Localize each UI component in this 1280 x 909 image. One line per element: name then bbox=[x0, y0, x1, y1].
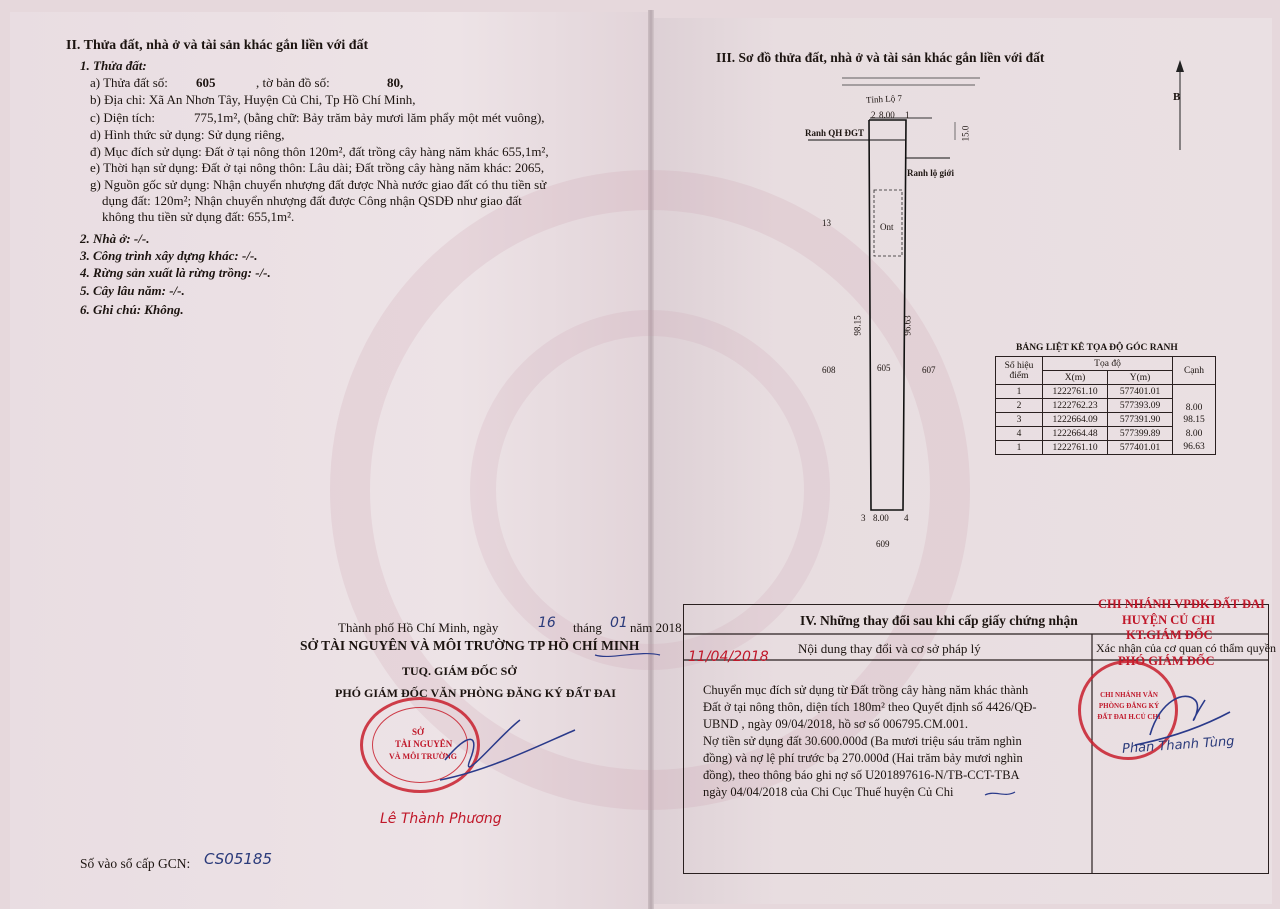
cell-y: 577393.09 bbox=[1108, 399, 1173, 413]
agency-name: SỞ TÀI NGUYÊN VÀ MÔI TRƯỜNG TP HỒ CHÍ MINH bbox=[300, 638, 640, 653]
road-label: Tỉnh Lộ 7 bbox=[865, 93, 903, 105]
signer2-name: Phan Thanh Tùng bbox=[1121, 734, 1235, 757]
date-prefix: Thành phố Hồ Chí Minh, ngày bbox=[338, 620, 499, 635]
corner-2-top: 2 bbox=[871, 110, 876, 120]
cell-point: 3 bbox=[996, 413, 1043, 427]
cell-edge: 8.00 bbox=[1173, 427, 1216, 441]
usage-origin-2: dụng đất: 120m²; Nhận chuyển nhượng đất được Công nhận QSDĐ như giao đất bbox=[102, 193, 522, 208]
map-sheet-number: 80, bbox=[387, 75, 404, 90]
ranh-lo-gioi-label: Ranh lộ giới bbox=[907, 168, 954, 178]
usage-origin-3: không thu tiền sử dụng đất: 655,1m². bbox=[102, 209, 295, 224]
cell-x: 1222664.09 bbox=[1043, 413, 1108, 427]
parcel-605-label: 605 bbox=[877, 363, 891, 373]
branch-line-4: PHÓ GIÁM ĐỐC bbox=[1118, 654, 1215, 668]
th-edge: Cạnh bbox=[1173, 357, 1216, 385]
change-line-1: Chuyển mục đích sử dụng từ Đất trồng cây hàng năm khác thành bbox=[703, 683, 1029, 697]
gcn-label: Số vào sổ cấp GCN: bbox=[80, 856, 191, 871]
cell-edge: 98.15 bbox=[1173, 413, 1216, 427]
usage-origin-1: g) Nguồn gốc sử dụng: Nhận chuyển nhượng đất được Nhà nước giao đất có thu tiền sử bbox=[90, 177, 547, 192]
neighbor-608: 608 bbox=[822, 365, 836, 375]
gcn-number: CS05185 bbox=[204, 850, 272, 868]
item4-forest: 4. Rừng sản xuất là rừng trồng: -/-. bbox=[80, 265, 271, 280]
th-point: Số hiệu điểm bbox=[996, 357, 1043, 385]
item1-title: 1. Thửa đất: bbox=[80, 58, 147, 73]
bottom-edge-length: 8.00 bbox=[873, 513, 889, 523]
map-sheet-label: , tờ bản đồ số: bbox=[256, 75, 330, 90]
date-day: 16 bbox=[538, 615, 556, 631]
item6-note: 6. Ghi chú: Không. bbox=[80, 302, 184, 317]
col-confirm-header: Xác nhận của cơ quan có thẩm quyền bbox=[1096, 641, 1276, 655]
usage-term: e) Thời hạn sử dụng: Đất ở tại nông thôn: Lâu dài; Đất trồng cây hàng năm khác: 2065, bbox=[90, 160, 545, 175]
change-line-6: đồng), theo thông báo ghi nợ số U201897616-N/TB-CCT-TBA bbox=[703, 768, 1020, 782]
signer-name: Lê Thành Phương bbox=[380, 811, 502, 827]
cell-point: 2 bbox=[996, 399, 1043, 413]
th-x: X(m) bbox=[1043, 371, 1108, 385]
cell-y: 577391.90 bbox=[1108, 413, 1173, 427]
deputy-title: PHÓ GIÁM ĐỐC VĂN PHÒNG ĐĂNG KÝ ĐẤT ĐAI bbox=[335, 686, 616, 700]
branch-line-1: CHI NHÁNH VPĐK ĐẤT ĐAI bbox=[1098, 597, 1265, 611]
corner-3: 3 bbox=[861, 513, 866, 523]
change-date: 11/04/2018 bbox=[688, 649, 769, 665]
item3-construction: 3. Công trình xây dựng khác: -/-. bbox=[80, 248, 258, 263]
north-label: B bbox=[1173, 91, 1181, 103]
cell-edge: 96.63 bbox=[1173, 441, 1216, 455]
branch-seal-text: CHI NHÁNH VĂN PHÒNG ĐĂNG KÝ ĐẤT ĐAI H.CỦ CHI bbox=[1097, 691, 1161, 721]
change-line-3: UBND , ngày 09/04/2018, hồ sơ số 006795.CM.001. bbox=[703, 717, 968, 731]
usage-form: d) Hình thức sử dụng: Sử dụng riêng, bbox=[90, 127, 285, 142]
cell-x: 1222761.10 bbox=[1043, 385, 1108, 399]
neighbor-607: 607 bbox=[922, 365, 936, 375]
cell-x: 1222762.23 bbox=[1043, 399, 1108, 413]
parcel-number: 605 bbox=[196, 75, 216, 90]
change-line-5: đồng) và nợ lệ phí trước bạ 270.000đ (Hai trăm bảy mươi nghìn bbox=[703, 751, 1023, 765]
change-line-4: Nợ tiền sử dụng đất 30.600.000đ (Ba mươi triệu sáu trăm nghìn bbox=[703, 734, 1022, 748]
corner-1-top: 1 bbox=[905, 110, 910, 120]
address: b) Địa chỉ: Xã An Nhơn Tây, Huyện Củ Chi, Tp Hồ Chí Minh, bbox=[90, 92, 416, 107]
date-year: năm 2018 bbox=[630, 620, 682, 635]
tuq-title: TUQ. GIÁM ĐỐC SỞ bbox=[402, 664, 517, 678]
cell-y: 577399.89 bbox=[1108, 427, 1173, 441]
cell-x: 1222664.48 bbox=[1043, 427, 1108, 441]
change-line-7: ngày 04/04/2018 của Chi Cục Thuế huyện Củ Chi bbox=[703, 785, 954, 799]
seal-text-3: VÀ MÔI TRƯỜNG bbox=[389, 752, 457, 761]
col-content-header: Nội dung thay đổi và cơ sở pháp lý bbox=[798, 641, 981, 656]
seal-text-1: SỞ bbox=[412, 727, 425, 737]
ranh-qh-label: Ranh QH ĐGT bbox=[805, 128, 865, 138]
th-y: Y(m) bbox=[1108, 371, 1173, 385]
section3-title: III. Sơ đồ thửa đất, nhà ở và tài sản khác gắn liền với đất bbox=[716, 50, 1045, 65]
area-label: c) Diện tích: bbox=[90, 110, 155, 125]
neighbor-609: 609 bbox=[876, 539, 890, 549]
ont-label: Ont bbox=[880, 222, 894, 232]
left-edge-length: 98.15 bbox=[852, 315, 863, 336]
cell-point: 4 bbox=[996, 427, 1043, 441]
item2-house: 2. Nhà ở: -/-. bbox=[80, 231, 150, 246]
branch-line-2: HUYỆN CỦ CHI bbox=[1122, 613, 1216, 627]
item5-perennial: 5. Cây lâu năm: -/-. bbox=[80, 283, 185, 298]
section2-title: II. Thửa đất, nhà ở và tài sản khác gắn liền với đất bbox=[66, 38, 369, 53]
cell-point: 1 bbox=[996, 441, 1043, 455]
right-edge-length: 96.63 bbox=[902, 315, 913, 336]
date-month-label: tháng bbox=[573, 620, 602, 635]
neighbor-13: 13 bbox=[822, 218, 831, 228]
date-month: 01 bbox=[610, 615, 628, 631]
cell-edge: 8.00 bbox=[1173, 385, 1216, 413]
coord-table-title: BẢNG LIỆT KÊ TỌA ĐỘ GÓC RANH bbox=[1016, 343, 1178, 353]
branch-line-3: KT.GIÁM ĐỐC bbox=[1126, 628, 1213, 642]
th-coord: Tọa độ bbox=[1043, 357, 1173, 371]
corner-4: 4 bbox=[904, 513, 909, 523]
cell-point: 1 bbox=[996, 385, 1043, 399]
usage-purpose: đ) Mục đích sử dụng: Đất ở tại nông thôn 120m², đất trồng cây hàng năm khác 655,1m², bbox=[90, 144, 549, 159]
change-line-2: Đất ở tại nông thôn, diện tích 180m² theo Quyết định số 4426/QĐ- bbox=[703, 700, 1037, 714]
cell-x: 1222761.10 bbox=[1043, 441, 1108, 455]
parcel-label: a) Thửa đất số: bbox=[90, 75, 168, 90]
cell-y: 577401.01 bbox=[1108, 441, 1173, 455]
cell-y: 577401.01 bbox=[1108, 385, 1173, 399]
section4-title: IV. Những thay đổi sau khi cấp giấy chứng nhận bbox=[800, 613, 1078, 628]
seal-text-2: TÀI NGUYÊN bbox=[395, 739, 453, 749]
area-value: 775,1m², (bằng chữ: Bảy trăm bảy mươi lăm phẩy một mét vuông), bbox=[194, 110, 545, 125]
top-edge-length: 8.00 bbox=[879, 110, 895, 120]
setback-length: 15.0 bbox=[960, 125, 971, 142]
